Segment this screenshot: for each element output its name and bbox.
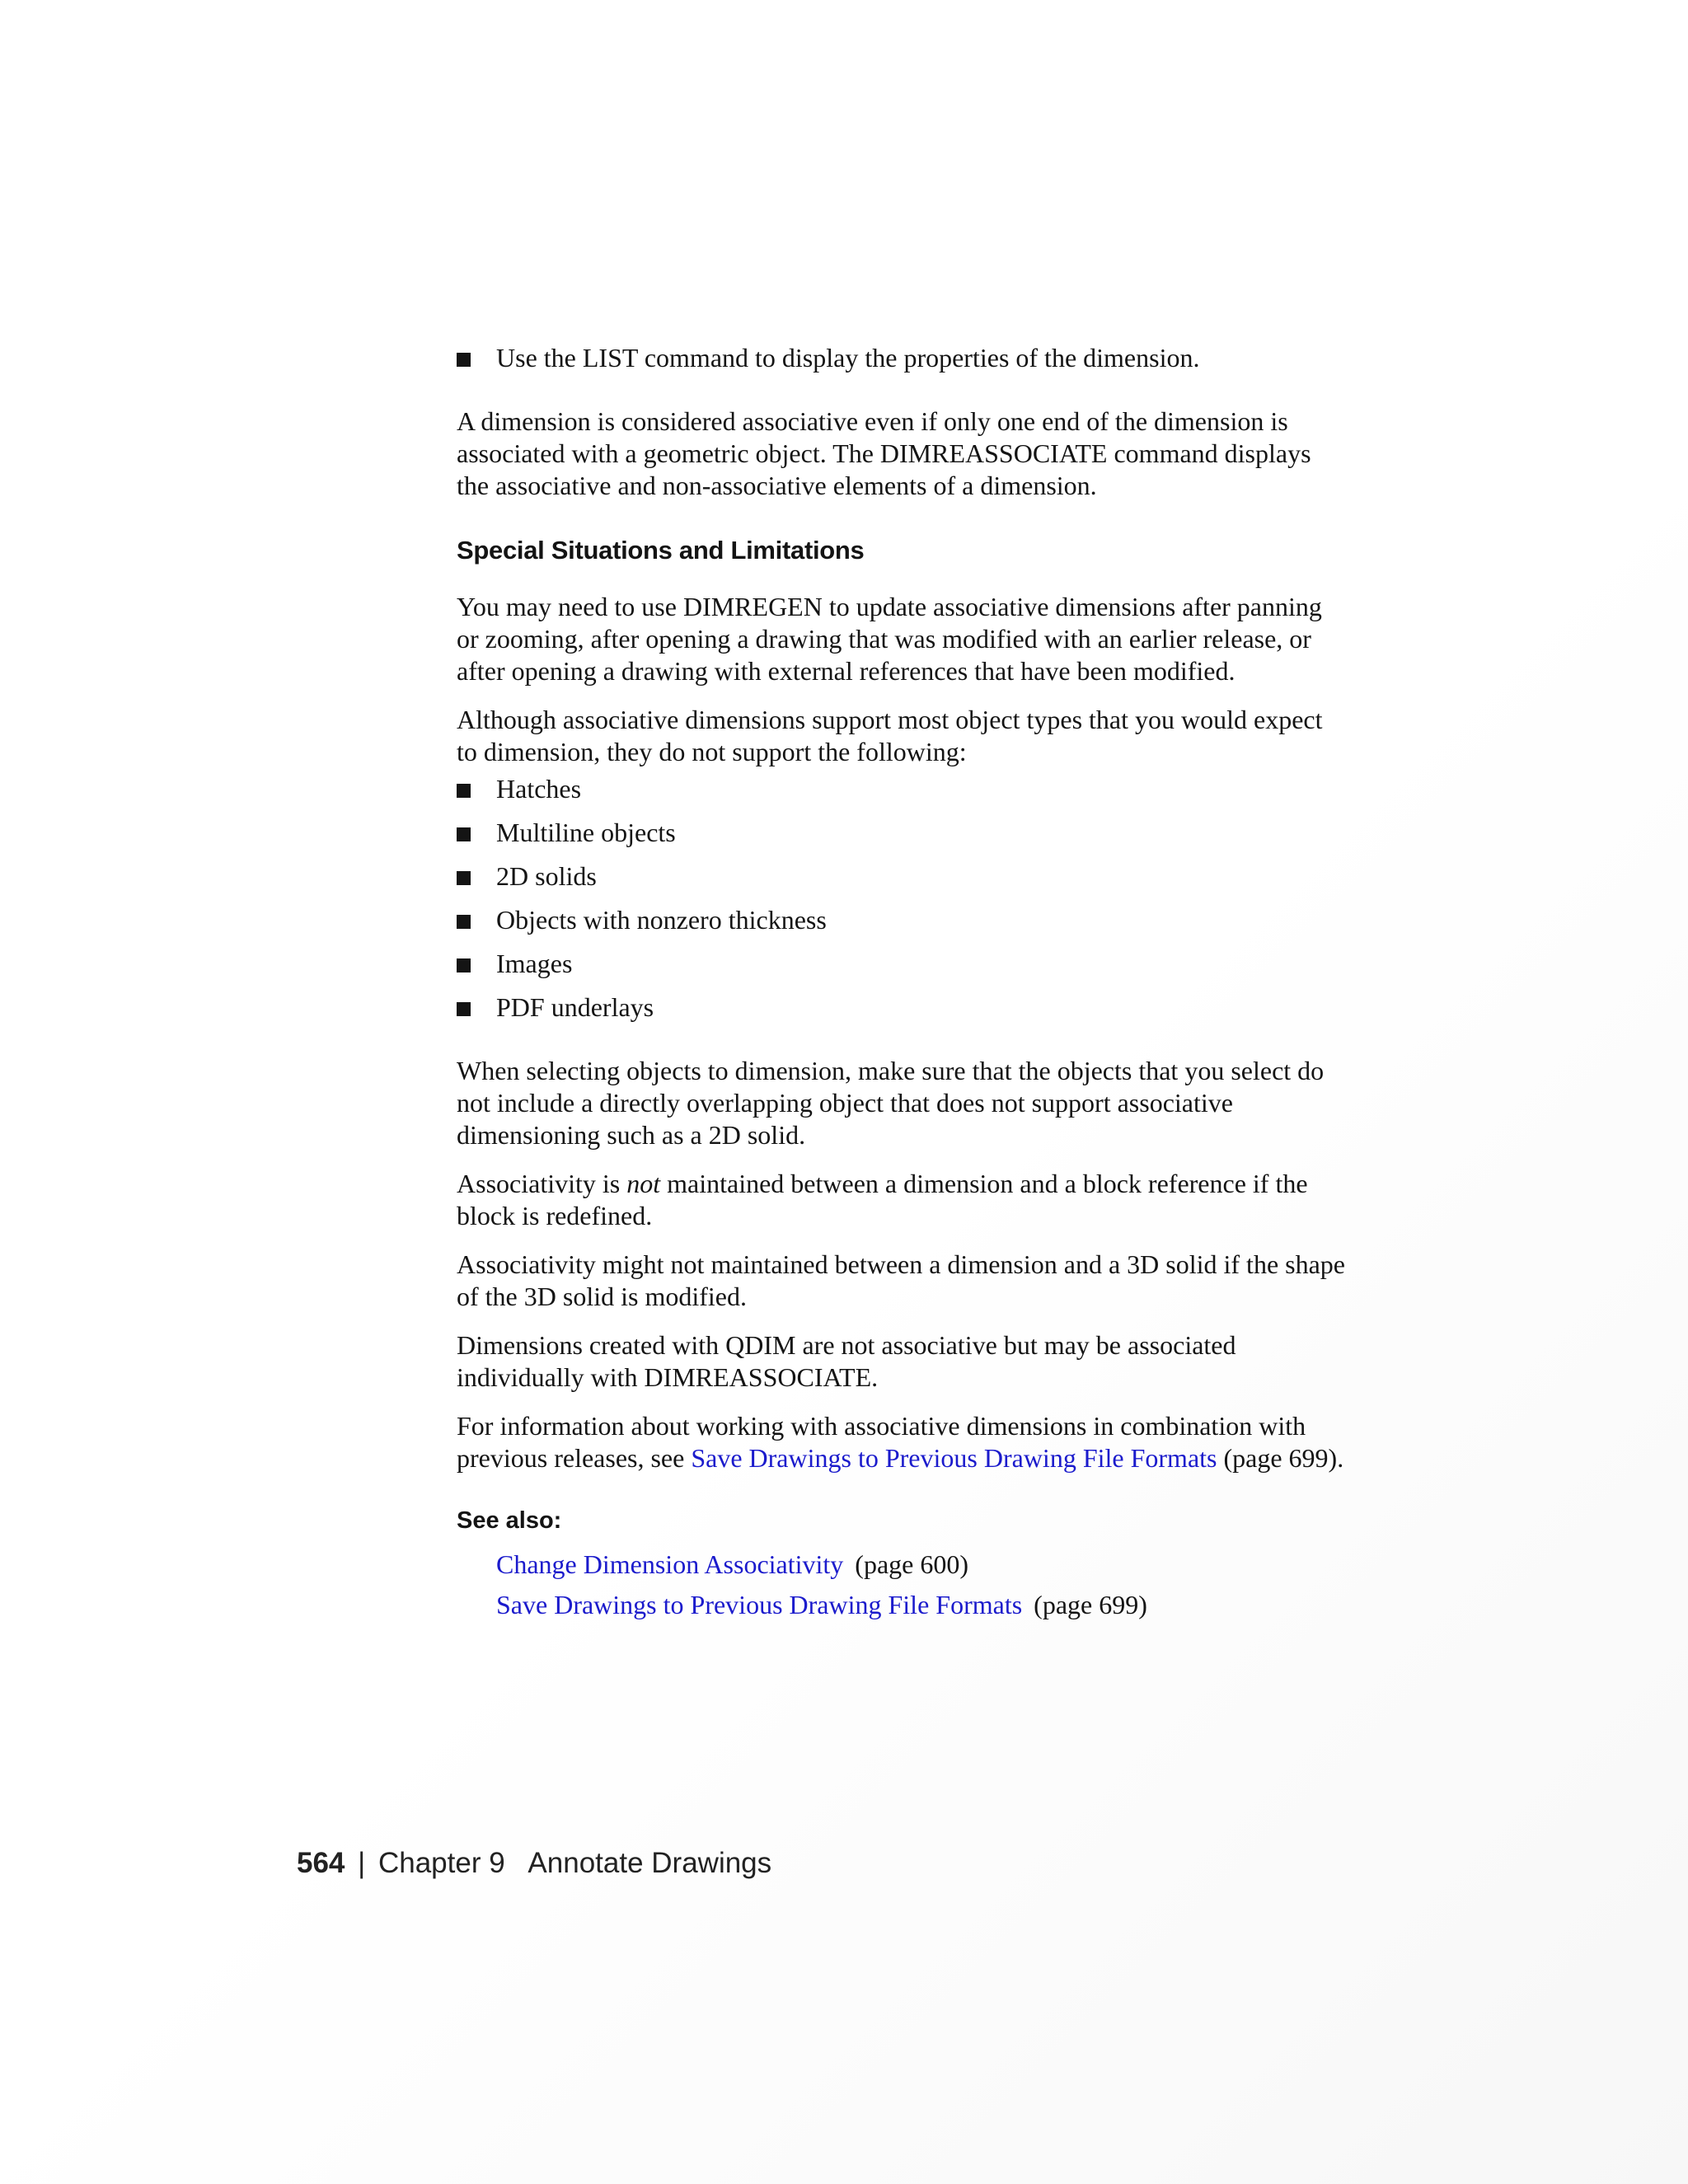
list-item-text: Objects with nonzero thickness (496, 905, 827, 935)
paragraph-3d-solid: Associativity might not maintained between a dimension and a 3D solid if the shape of the 3D solid is modified. (457, 1249, 1345, 1311)
list-item (457, 817, 1347, 849)
square-bullet-icon (457, 827, 471, 841)
link-save-drawings-previous-formats[interactable]: Save Drawings to Previous Drawing File Formats (496, 1590, 1023, 1619)
paragraph-block-end: maintained between a dimension and a block reference if the block is redefined. (457, 1169, 1308, 1230)
list-item (457, 773, 1347, 805)
square-bullet-icon (457, 1002, 471, 1016)
list-item (457, 991, 1347, 1024)
paragraph-info (457, 1410, 1347, 1474)
footer-chapter-title: Annotate Drawings (528, 1847, 772, 1879)
unsupported-objects-list (457, 773, 1347, 1024)
list-item (457, 948, 1347, 980)
paragraph-block (457, 1168, 1347, 1232)
paragraph-info-start: For information about working with associative dimensions in combination with previous releases, see (457, 1411, 1306, 1473)
list-item (457, 860, 1347, 893)
list-item-text: Images (496, 949, 573, 978)
list-item-text: Hatches (496, 774, 582, 804)
see-also-item (496, 1549, 1347, 1581)
see-also-item (496, 1589, 1347, 1621)
page-content (457, 342, 1347, 1629)
square-bullet-icon (457, 784, 471, 798)
list-item-text: Use the LIST command to display the properties of the dimension. (496, 343, 1200, 373)
link-save-drawings-previous[interactable]: Save Drawings to Previous Drawing File Formats (691, 1443, 1217, 1473)
page-reference: (page 699) (1034, 1590, 1147, 1619)
list-item (457, 342, 1347, 374)
paragraph-dimregen: You may need to use DIMREGEN to update associative dimensions after panning or zooming, after opening a drawing that was modified with an earlier release, or after opening a drawing with external references that have been modified. (457, 592, 1322, 686)
paragraph-associative: A dimension is considered associative even if only one end of the dimension is associated with a geometric object. The DIMREASSOCIATE command displays the associative and non-associative elements of a dimension. (457, 406, 1311, 500)
footer-chapter: Chapter 9 (377, 1847, 505, 1879)
footer-separator: | (358, 1847, 366, 1879)
paragraph-block-emphasis: not (626, 1169, 661, 1198)
list-item-text: Multiline objects (496, 818, 676, 847)
list-item-text: 2D solids (496, 861, 597, 891)
square-bullet-icon (457, 871, 471, 885)
paragraph-support-intro: Although associative dimensions support most object types that you would expect to dimension, they do not support the following: (457, 705, 1323, 766)
square-bullet-icon (457, 915, 471, 929)
paragraph-selecting: When selecting objects to dimension, make sure that the objects that you select do not include a directly overlapping object that does not support associative dimensioning such as a 2D solid. (457, 1056, 1325, 1150)
page-reference: (page 600) (855, 1549, 969, 1579)
page-footer (297, 1846, 771, 1881)
paragraph-block-start: Associativity is (457, 1169, 627, 1198)
square-bullet-icon (457, 353, 471, 367)
list-item (457, 904, 1347, 936)
section-heading: Special Situations and Limitations (457, 536, 865, 565)
list-item-text: PDF underlays (496, 992, 654, 1022)
link-change-dimension-associativity[interactable]: Change Dimension Associativity (496, 1549, 844, 1579)
see-also-heading: See also: (457, 1507, 562, 1534)
square-bullet-icon (457, 958, 471, 972)
paragraph-qdim: Dimensions created with QDIM are not associative but may be associated individually with DIMREASSOCIATE. (457, 1330, 1236, 1392)
top-bullet-list (457, 342, 1347, 374)
page-number: 564 (297, 1847, 345, 1879)
see-also-list (457, 1549, 1347, 1621)
paragraph-info-end: (page 699). (1217, 1443, 1344, 1473)
